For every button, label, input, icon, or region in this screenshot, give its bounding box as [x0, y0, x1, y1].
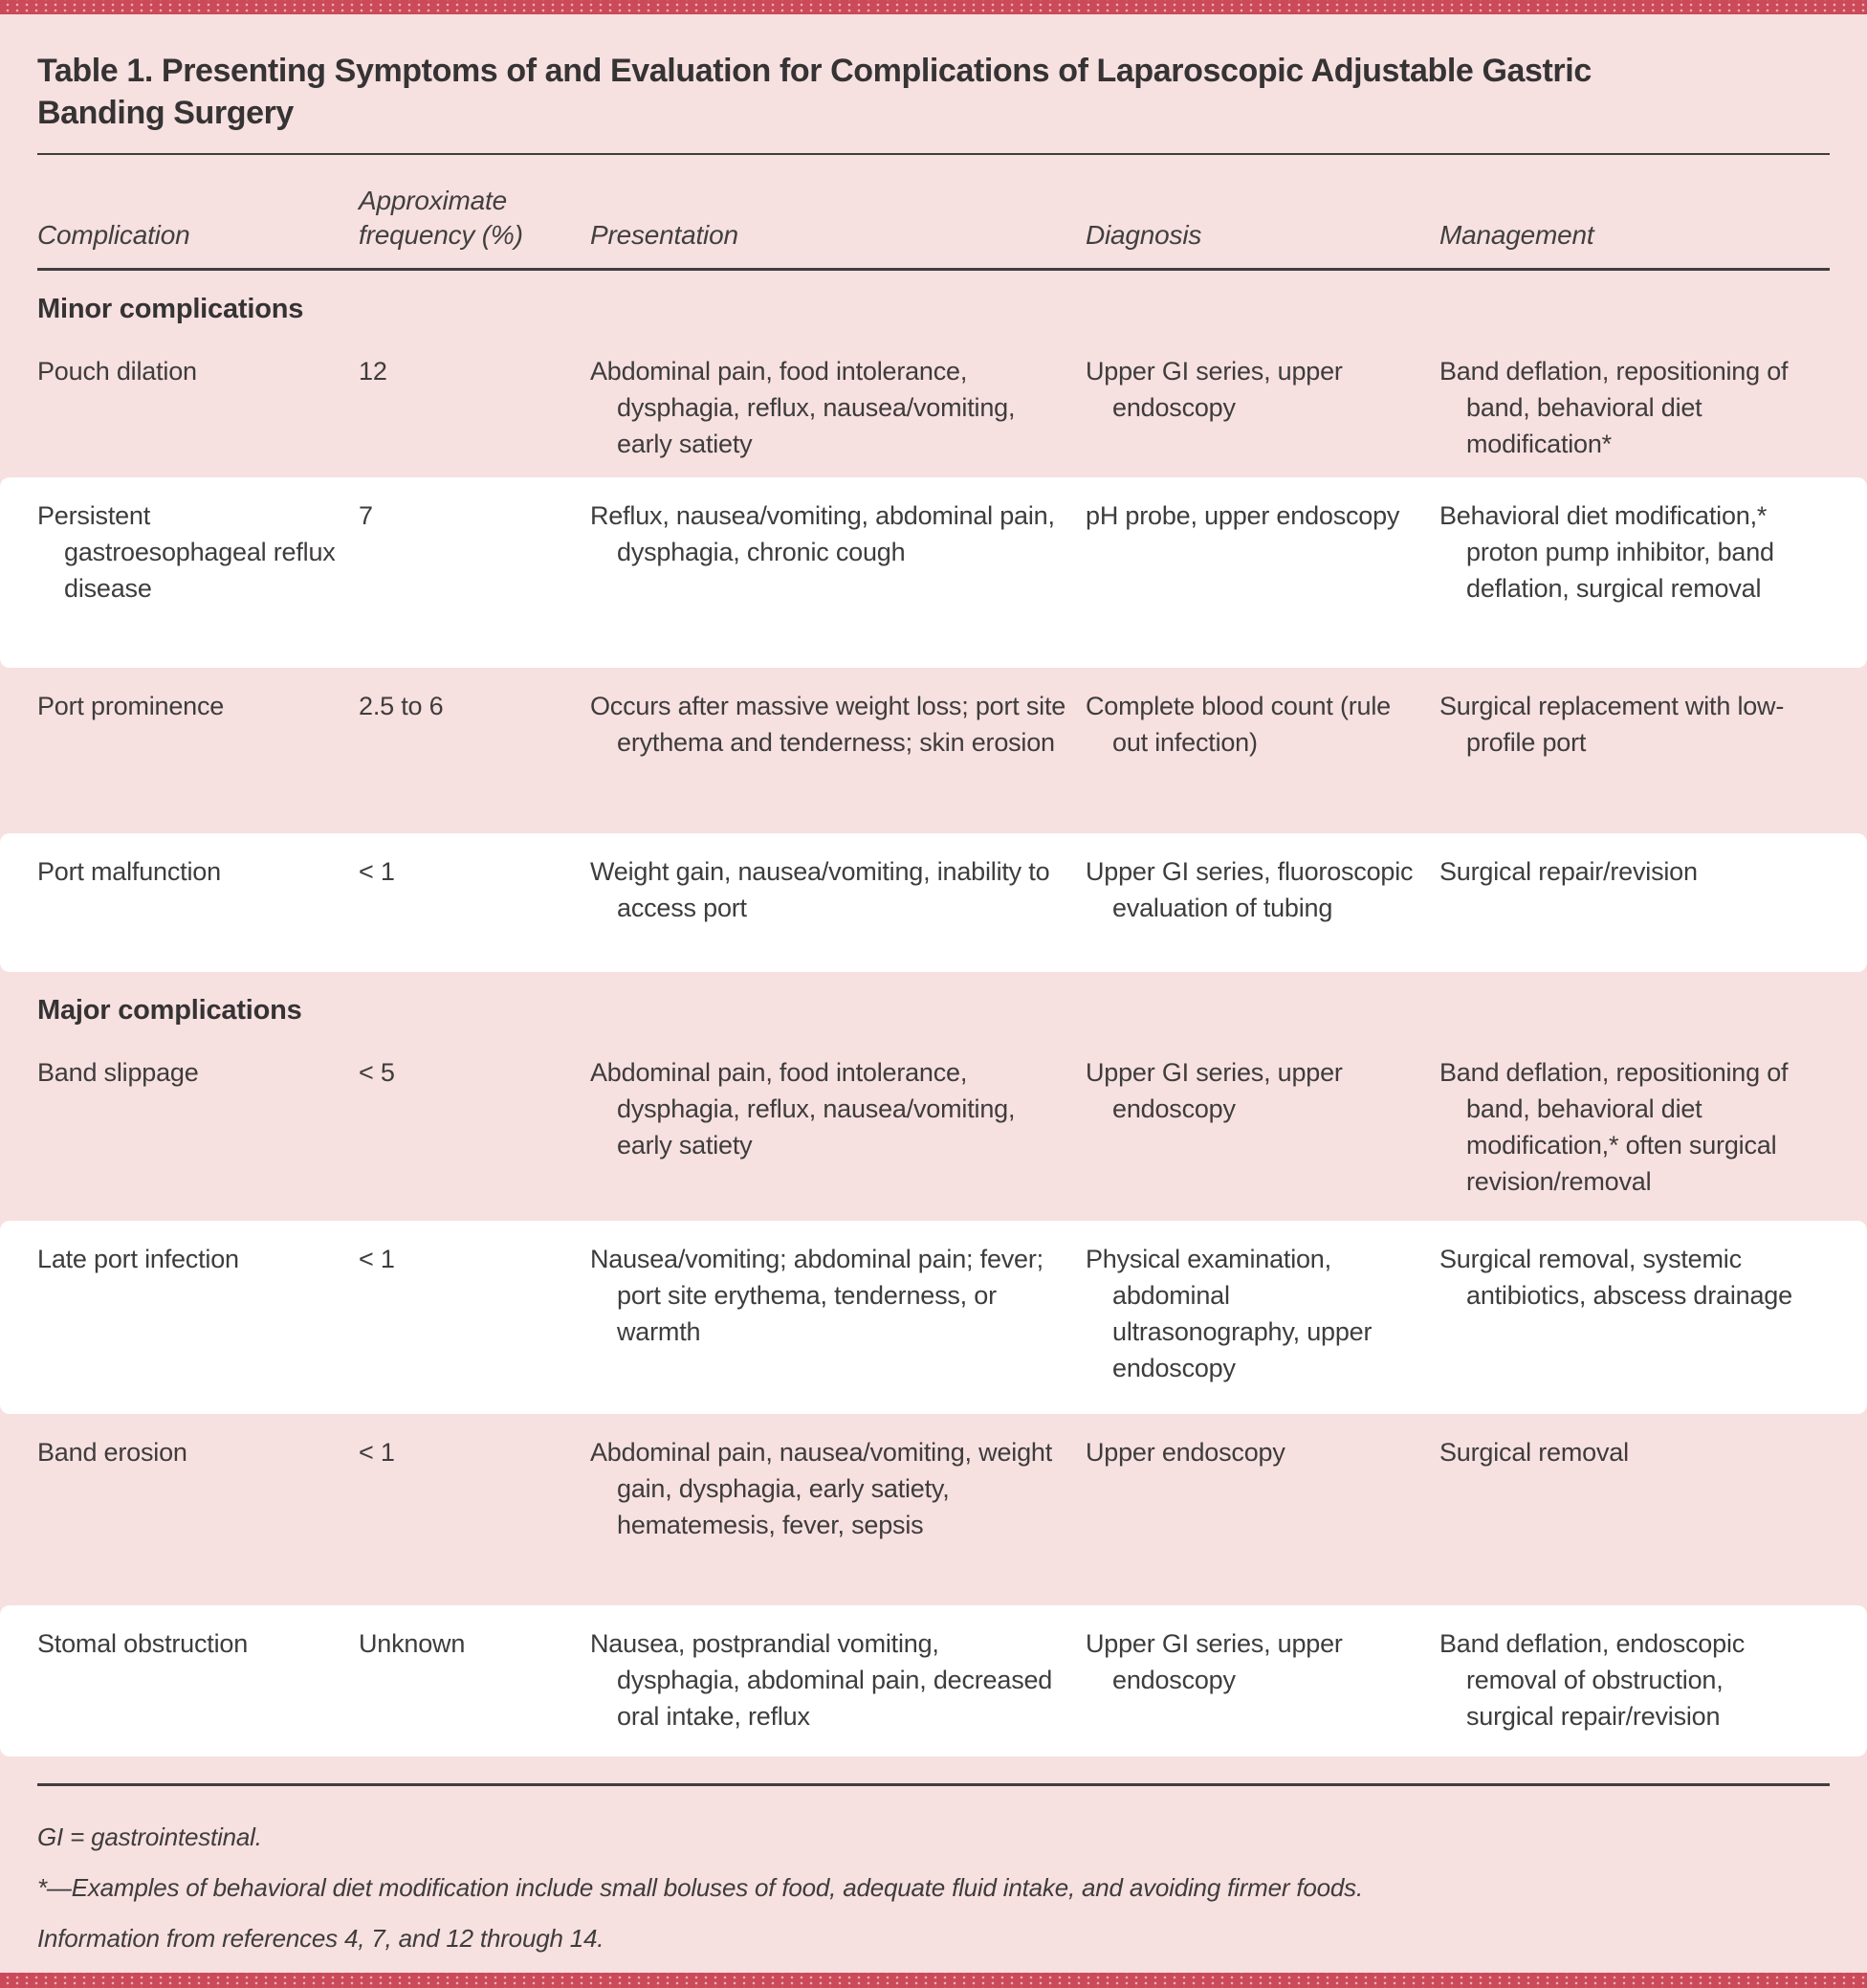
footnote-references: Information from references 4, 7, and 12 through 14.: [37, 1924, 604, 1953]
cell-complication: Late port infection: [37, 1245, 239, 1274]
table-title: Table 1. Presenting Symptoms of and Evaluation for Complications of Laparoscopic Adjustable Gastric Banding Surgery: [37, 53, 1592, 131]
bottom-accent-bar: [0, 1973, 1867, 1988]
cell-frequency: < 1: [359, 857, 395, 887]
cell-complication: Band erosion: [37, 1438, 187, 1468]
cell-complication: Port malfunction: [37, 857, 221, 887]
column-header-diagnosis: Diagnosis: [1086, 220, 1202, 251]
cell-management: Surgical removal, systemic antibiotics, abscess drainage: [1439, 1245, 1792, 1311]
section-major-complications: [0, 972, 1867, 1756]
cell-frequency: < 5: [359, 1058, 395, 1088]
cell-frequency: < 1: [359, 1438, 395, 1468]
cell-complication: Port prominence: [37, 692, 225, 721]
cell-diagnosis: Upper endoscopy: [1086, 1438, 1285, 1468]
column-header-management: Management: [1439, 220, 1594, 251]
cell-presentation: Reflux, nausea/vomiting, abdominal pain, dysphagia, chronic cough: [590, 501, 1055, 567]
cell-presentation: Abdominal pain, food intolerance, dysphagia, reflux, nausea/vomiting, early satiety: [590, 1058, 1016, 1160]
cell-management: Band deflation, repositioning of band, behavioral diet modification*: [1439, 357, 1789, 459]
column-header-presentation: Presentation: [590, 220, 738, 251]
cell-presentation: Abdominal pain, nausea/vomiting, weight gain, dysphagia, early satiety, hematemesis, fever, sepsis: [590, 1438, 1052, 1540]
cell-diagnosis: Upper GI series, fluoroscopic evaluation of tubing: [1086, 857, 1414, 923]
cell-diagnosis: Upper GI series, upper endoscopy: [1086, 1629, 1343, 1695]
column-header-frequency-line1: Approximate: [359, 186, 507, 216]
cell-frequency: 7: [359, 501, 373, 531]
cell-frequency: < 1: [359, 1245, 395, 1274]
column-header-frequency-line2: frequency (%): [359, 220, 523, 251]
footnote-asterisk: *—Examples of behavioral diet modification include small boluses of food, adequate fluid intake, and avoiding firmer foods.: [37, 1873, 1363, 1902]
cell-presentation: Abdominal pain, food intolerance, dysphagia, reflux, nausea/vomiting, early satiety: [590, 357, 1016, 459]
cell-presentation: Nausea/vomiting; abdominal pain; fever; port site erythema, tenderness, or warmth: [590, 1245, 1043, 1347]
table-row-band-slippage: [0, 1034, 1867, 1221]
cell-presentation: Nausea, postprandial vomiting, dysphagia, abdominal pain, decreased oral intake, reflux: [590, 1629, 1053, 1732]
column-header-frequency: [359, 184, 590, 253]
cell-presentation: Occurs after massive weight loss; port site erythema and tenderness; skin erosion: [590, 692, 1066, 758]
cell-frequency: Unknown: [359, 1629, 466, 1659]
table-footer: [0, 1783, 1867, 1973]
cell-frequency: 2.5 to 6: [359, 692, 444, 721]
cell-diagnosis: pH probe, upper endoscopy: [1086, 501, 1400, 531]
cell-complication: Band slippage: [37, 1058, 199, 1088]
table-row-band-erosion: [0, 1414, 1867, 1605]
top-accent-bar: [0, 0, 1867, 14]
footnotes: [0, 1786, 1867, 1955]
footnote-abbreviation: GI = gastrointestinal.: [37, 1822, 262, 1851]
section-heading-major: Major complications: [37, 995, 302, 1027]
cell-complication: Persistent gastroesophageal reflux disease: [37, 501, 336, 604]
cell-management: Surgical repair/revision: [1439, 857, 1698, 887]
cell-frequency: 12: [359, 357, 387, 387]
table-row-persistent-gerd: [0, 477, 1867, 668]
table-row-port-malfunction: [0, 833, 1867, 972]
cell-presentation: Weight gain, nausea/vomiting, inability to access port: [590, 857, 1050, 923]
cell-complication: Stomal obstruction: [37, 1629, 249, 1659]
cell-management: Surgical removal: [1439, 1438, 1629, 1468]
section-heading-minor: Minor complications: [37, 294, 304, 325]
column-header-row: [0, 155, 1867, 268]
cell-diagnosis: Complete blood count (rule out infection): [1086, 692, 1391, 758]
column-header-complication: Complication: [37, 220, 190, 251]
table-row-late-port-infection: [0, 1221, 1867, 1414]
table-row-pouch-dilation: [0, 333, 1867, 477]
cell-management: Behavioral diet modification,* proton pump inhibitor, band deflation, surgical removal: [1439, 501, 1774, 604]
cell-diagnosis: Upper GI series, upper endoscopy: [1086, 357, 1343, 423]
cell-diagnosis: Upper GI series, upper endoscopy: [1086, 1058, 1343, 1124]
cell-complication: Pouch dilation: [37, 357, 197, 387]
table-row-stomal-obstruction: [0, 1605, 1867, 1756]
cell-management: Surgical replacement with low-profile port: [1439, 692, 1785, 758]
section-minor-complications: [0, 271, 1867, 972]
cell-management: Band deflation, repositioning of band, behavioral diet modification,* often surgical revision/removal: [1439, 1058, 1789, 1197]
cell-diagnosis: Physical examination, abdominal ultrasonography, upper endoscopy: [1086, 1245, 1373, 1383]
cell-management: Band deflation, endoscopic removal of obstruction, surgical repair/revision: [1439, 1629, 1746, 1732]
table-row-port-prominence: [0, 668, 1867, 833]
